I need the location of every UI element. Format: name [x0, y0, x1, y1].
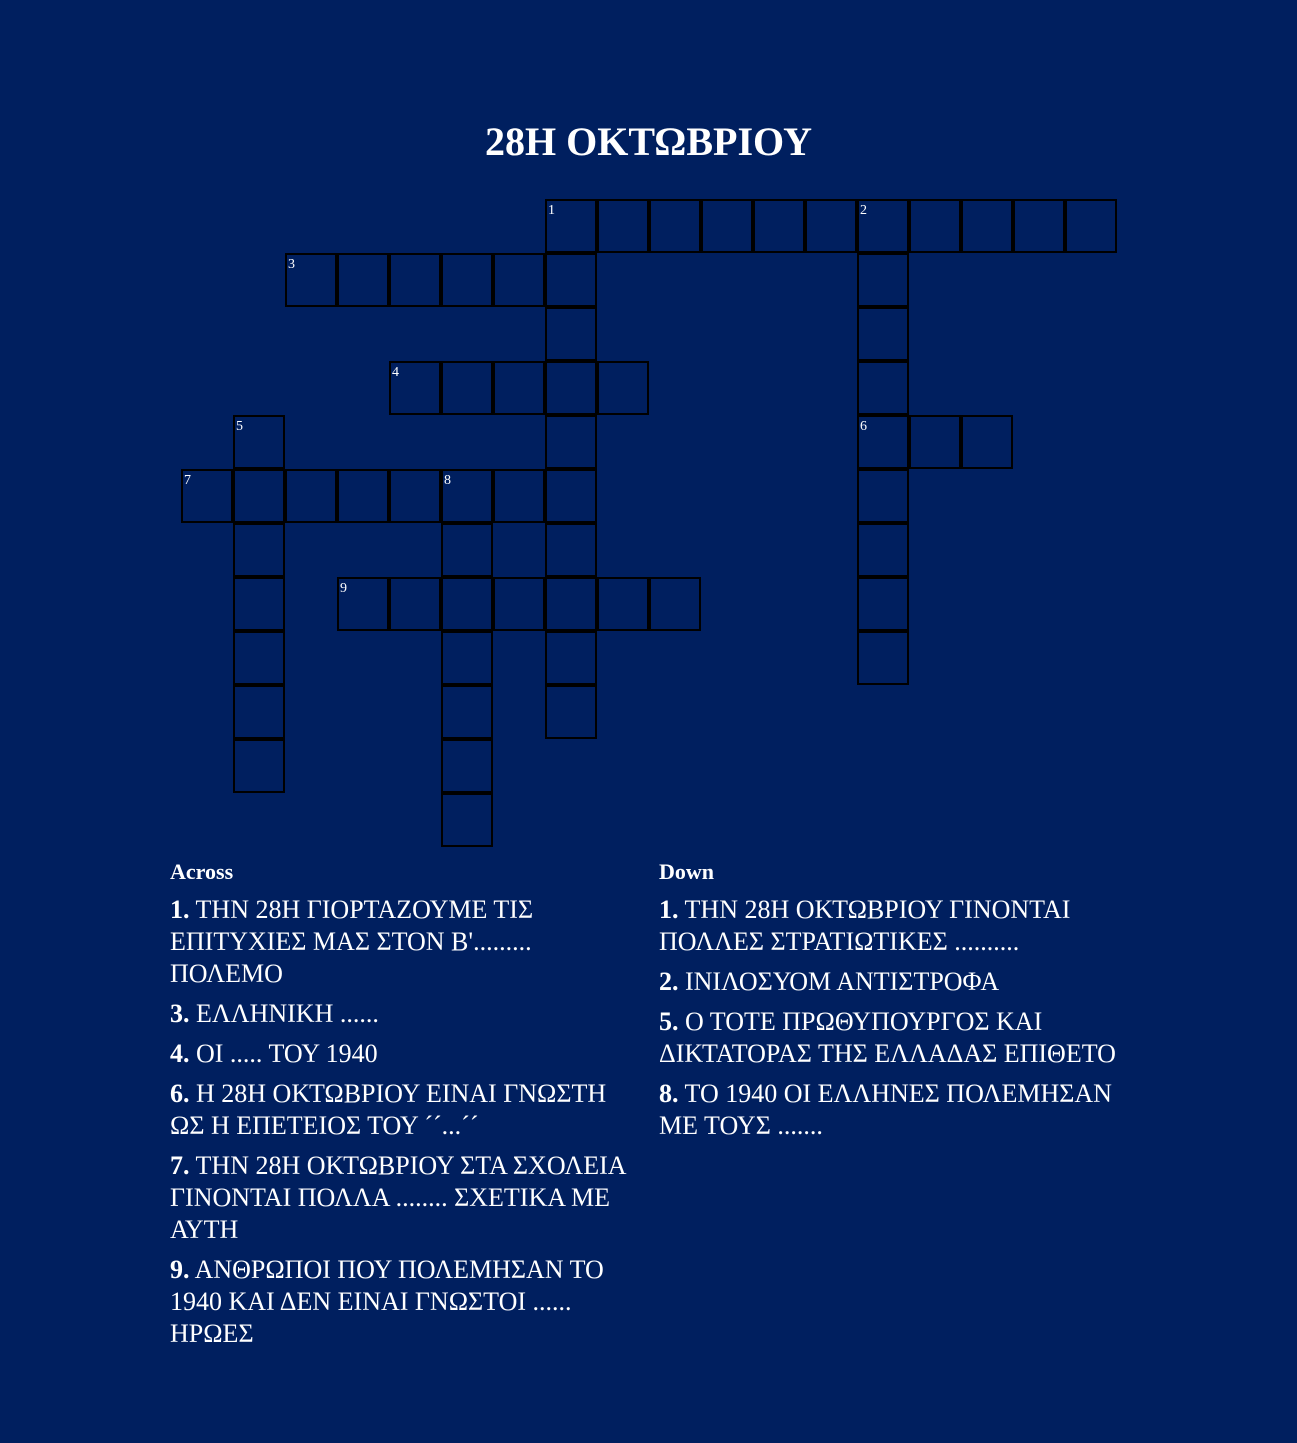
across-clue [170, 998, 645, 1030]
grid-cell[interactable] [545, 577, 597, 631]
clue-number: 6 [860, 419, 867, 434]
clue-number: 3 [288, 257, 295, 272]
grid-cell[interactable] [181, 469, 233, 523]
grid-cell[interactable] [441, 253, 493, 307]
across-heading: Across [170, 859, 234, 884]
clue-num: 8. [659, 1079, 679, 1108]
clue-number: 8 [444, 473, 451, 488]
grid-cell[interactable] [805, 199, 857, 253]
grid-cell[interactable] [545, 631, 597, 685]
grid-cell[interactable] [545, 523, 597, 577]
clue-num: 4. [170, 1039, 190, 1068]
grid-cell[interactable] [545, 415, 597, 469]
grid-cell[interactable] [1013, 199, 1065, 253]
clue-num: 1. [659, 895, 679, 924]
grid-cell[interactable] [857, 361, 909, 415]
grid-cell[interactable] [441, 469, 493, 523]
grid-cell[interactable] [857, 469, 909, 523]
grid-cell[interactable] [493, 361, 545, 415]
grid-cell[interactable] [441, 739, 493, 793]
grid-cell[interactable] [233, 577, 285, 631]
down-clue-list [659, 894, 1119, 1142]
grid-cell[interactable] [545, 685, 597, 739]
clue-number: 5 [236, 419, 243, 434]
clue-num: 9. [170, 1255, 190, 1284]
clue-number: 4 [392, 365, 399, 380]
grid-cell[interactable] [857, 307, 909, 361]
across-clue [170, 1038, 645, 1070]
grid-cell[interactable] [233, 631, 285, 685]
grid-cell[interactable] [337, 577, 389, 631]
clue-num: 7. [170, 1151, 190, 1180]
grid-cell[interactable] [961, 199, 1013, 253]
grid-cell[interactable] [441, 793, 493, 847]
grid-cell[interactable] [545, 253, 597, 307]
across-clue [170, 1078, 645, 1142]
clue-text: Ο ΤΟΤΕ ΠΡΩΘΥΠΟΥΡΓΟΣ ΚΑΙ ΔΙΚΤΑΤΟΡΑΣ ΤΗΣ ΕΛΛΑΔΑΣ ΕΠΙΘΕΤΟ [659, 1007, 1116, 1068]
grid-cell[interactable] [493, 469, 545, 523]
grid-cell[interactable] [649, 199, 701, 253]
clue-text: ΤΗΝ 28Η ΟΚΤΩΒΡΙΟΥ ΓΙΝΟΝΤΑΙ ΠΟΛΛΕΣ ΣΤΡΑΤΙΩΤΙΚΕΣ .......... [659, 895, 1071, 956]
grid-cell[interactable] [753, 199, 805, 253]
across-clue [170, 1254, 645, 1350]
grid-cell[interactable] [441, 631, 493, 685]
grid-cell[interactable] [389, 469, 441, 523]
clue-number: 2 [860, 203, 867, 218]
grid-cell[interactable] [857, 199, 909, 253]
clue-number: 9 [340, 581, 347, 596]
grid-cell[interactable] [909, 415, 961, 469]
down-clues [659, 858, 1119, 1150]
grid-cell[interactable] [493, 253, 545, 307]
down-clue [659, 1006, 1119, 1070]
clue-text: ΟΙ ..... ΤΟΥ 1940 [189, 1039, 378, 1068]
clue-text: Η 28Η ΟΚΤΩΒΡΙΟΥ ΕΙΝΑΙ ΓΝΩΣΤΗ ΩΣ Η ΕΠΕΤΕΙΟΣ ΤΟΥ ´´...´´ [170, 1079, 607, 1140]
grid-cell[interactable] [545, 469, 597, 523]
down-clue [659, 1078, 1119, 1142]
grid-cell[interactable] [857, 631, 909, 685]
grid-cell[interactable] [493, 577, 545, 631]
grid-cell[interactable] [597, 361, 649, 415]
across-clue [170, 1150, 645, 1246]
down-clue [659, 894, 1119, 958]
across-clues [170, 858, 645, 1358]
clue-num: 5. [659, 1007, 679, 1036]
grid-cell[interactable] [649, 577, 701, 631]
grid-cell[interactable] [545, 361, 597, 415]
down-heading: Down [659, 859, 715, 884]
grid-cell[interactable] [441, 361, 493, 415]
clue-number: 1 [548, 203, 555, 218]
grid-cell[interactable] [441, 577, 493, 631]
grid-cell[interactable] [233, 469, 285, 523]
clue-text: ΙΝΙΛΟΣΥΟΜ ΑΝΤΙΣΤΡΟΦΑ [678, 967, 1000, 996]
clue-text: ΤΗΝ 28Η ΟΚΤΩΒΡΙΟΥ ΣΤΑ ΣΧΟΛΕΙΑ ΓΙΝΟΝΤΑΙ ΠΟΛΛΑ ........ ΣΧΕΤΙΚΑ ΜΕ ΑΥΤΗ [170, 1151, 626, 1244]
grid-cell[interactable] [389, 361, 441, 415]
clue-num: 3. [170, 999, 190, 1028]
grid-cell[interactable] [233, 415, 285, 469]
grid-cell[interactable] [857, 577, 909, 631]
grid-cell[interactable] [233, 739, 285, 793]
clue-number: 7 [184, 473, 191, 488]
grid-cell[interactable] [857, 523, 909, 577]
grid-cell[interactable] [233, 685, 285, 739]
clue-text: ΤΗΝ 28Η ΓΙΟΡΤΑΖΟΥΜΕ ΤΙΣ ΕΠΙΤΥΧΙΕΣ ΜΑΣ ΣΤΟΝ Β'......... ΠΟΛΕΜΟ [170, 895, 534, 988]
grid-cell[interactable] [441, 685, 493, 739]
clue-text: ΑΝΘΡΩΠΟΙ ΠΟΥ ΠΟΛΕΜΗΣΑΝ ΤΟ 1940 ΚΑΙ ΔΕΝ ΕΙΝΑΙ ΓΝΩΣΤΟΙ ...... ΗΡΩΕΣ [170, 1255, 604, 1348]
grid-cell[interactable] [545, 199, 597, 253]
grid-cell[interactable] [1065, 199, 1117, 253]
across-clue-list [170, 894, 645, 1350]
grid-cell[interactable] [857, 253, 909, 307]
grid-cell[interactable] [337, 469, 389, 523]
grid-cell[interactable] [389, 253, 441, 307]
across-clue [170, 894, 645, 990]
grid-cell[interactable] [909, 199, 961, 253]
down-clue [659, 966, 1119, 998]
grid-cell[interactable] [285, 253, 337, 307]
clue-num: 6. [170, 1079, 190, 1108]
clue-text: ΤΟ 1940 ΟΙ ΕΛΛΗΝΕΣ ΠΟΛΕΜΗΣΑΝ ΜΕ ΤΟΥΣ ....... [659, 1079, 1112, 1140]
grid-cell[interactable] [961, 415, 1013, 469]
grid-cell[interactable] [285, 469, 337, 523]
grid-cell[interactable] [545, 307, 597, 361]
grid-cell[interactable] [857, 415, 909, 469]
grid-cell[interactable] [441, 523, 493, 577]
grid-cell[interactable] [389, 577, 441, 631]
clue-text: ΕΛΛΗΝΙΚΗ ...... [189, 999, 379, 1028]
grid-cell[interactable] [597, 577, 649, 631]
clue-num: 1. [170, 895, 190, 924]
clue-num: 2. [659, 967, 679, 996]
grid-cell[interactable] [233, 523, 285, 577]
grid-cell[interactable] [597, 199, 649, 253]
grid-cell[interactable] [701, 199, 753, 253]
puzzle-title: 28Η ΟΚΤΩΒΡΙΟΥ [485, 119, 812, 164]
grid-cell[interactable] [337, 253, 389, 307]
